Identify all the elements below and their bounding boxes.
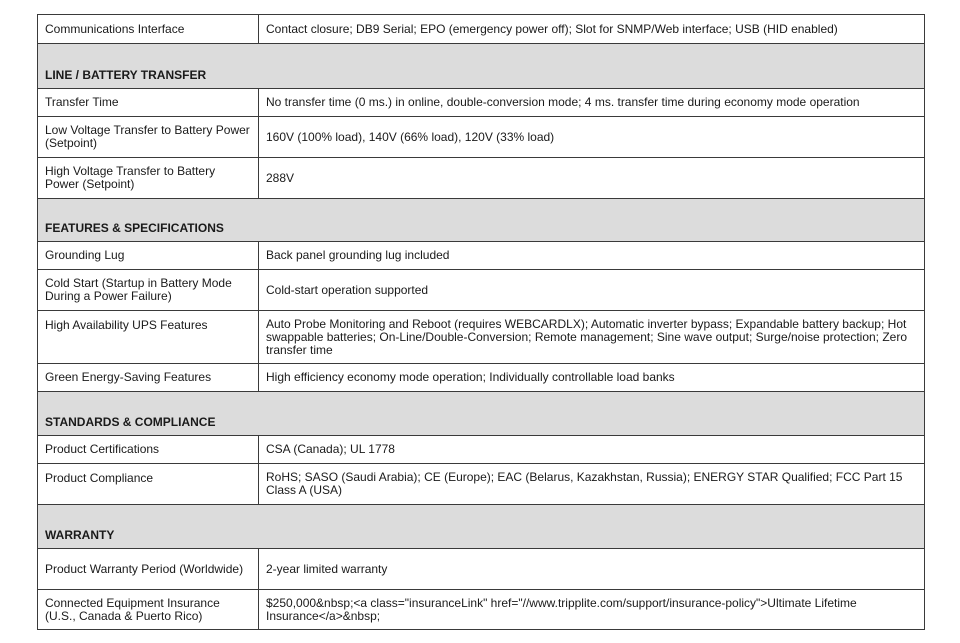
row-label: Product Compliance — [38, 464, 259, 505]
row-label: Grounding Lug — [38, 242, 259, 270]
row-label: Product Warranty Period (Worldwide) — [38, 549, 259, 590]
row-label: Transfer Time — [38, 89, 259, 117]
table-row — [38, 549, 925, 590]
section-title: LINE / BATTERY TRANSFER — [38, 44, 925, 89]
spec-table — [37, 14, 925, 630]
table-row — [38, 270, 925, 311]
row-value: 160V (100% load), 140V (66% load), 120V (33% load) — [259, 117, 925, 158]
row-label: Cold Start (Startup in Battery Mode During a Power Failure) — [38, 270, 259, 311]
section-header — [38, 44, 925, 89]
table-row — [38, 364, 925, 392]
table-row — [38, 436, 925, 464]
table-row — [38, 15, 925, 44]
row-label: Low Voltage Transfer to Battery Power (Setpoint) — [38, 117, 259, 158]
table-row — [38, 89, 925, 117]
row-value: $250,000&nbsp;<a class="insuranceLink" href="//www.tripplite.com/support/insurance-policy">Ultimate Lifetime Insurance</a>&nbsp; — [259, 590, 925, 630]
row-label: Communications Interface — [38, 15, 259, 44]
row-value: Auto Probe Monitoring and Reboot (requires WEBCARDLX); Automatic inverter bypass; Expandable battery backup; Hot swappable batteries; On-Line/Double-Conversion; Remote management; Sine wave output; Surge/noise protection; Zero transfer time — [259, 311, 925, 364]
section-title: WARRANTY — [38, 505, 925, 549]
table-row — [38, 158, 925, 199]
row-value: 288V — [259, 158, 925, 199]
row-value: No transfer time (0 ms.) in online, double-conversion mode; 4 ms. transfer time during economy mode operation — [259, 89, 925, 117]
row-label: Product Certifications — [38, 436, 259, 464]
section-header — [38, 392, 925, 436]
section-title: STANDARDS & COMPLIANCE — [38, 392, 925, 436]
row-value: Back panel grounding lug included — [259, 242, 925, 270]
row-label: High Availability UPS Features — [38, 311, 259, 364]
section-title: FEATURES & SPECIFICATIONS — [38, 199, 925, 242]
table-row — [38, 464, 925, 505]
row-value: Cold-start operation supported — [259, 270, 925, 311]
table-row — [38, 590, 925, 630]
row-value: RoHS; SASO (Saudi Arabia); CE (Europe); EAC (Belarus, Kazakhstan, Russia); ENERGY STAR Qualified; FCC Part 15 Class A (USA) — [259, 464, 925, 505]
row-label: High Voltage Transfer to Battery Power (Setpoint) — [38, 158, 259, 199]
row-label: Green Energy-Saving Features — [38, 364, 259, 392]
row-value: CSA (Canada); UL 1778 — [259, 436, 925, 464]
section-header — [38, 505, 925, 549]
section-header — [38, 199, 925, 242]
table-row — [38, 311, 925, 364]
table-row — [38, 117, 925, 158]
row-value: 2-year limited warranty — [259, 549, 925, 590]
table-row — [38, 242, 925, 270]
row-label: Connected Equipment Insurance (U.S., Canada & Puerto Rico) — [38, 590, 259, 630]
row-value: High efficiency economy mode operation; Individually controllable load banks — [259, 364, 925, 392]
row-value: Contact closure; DB9 Serial; EPO (emergency power off); Slot for SNMP/Web interface; USB (HID enabled) — [259, 15, 925, 44]
